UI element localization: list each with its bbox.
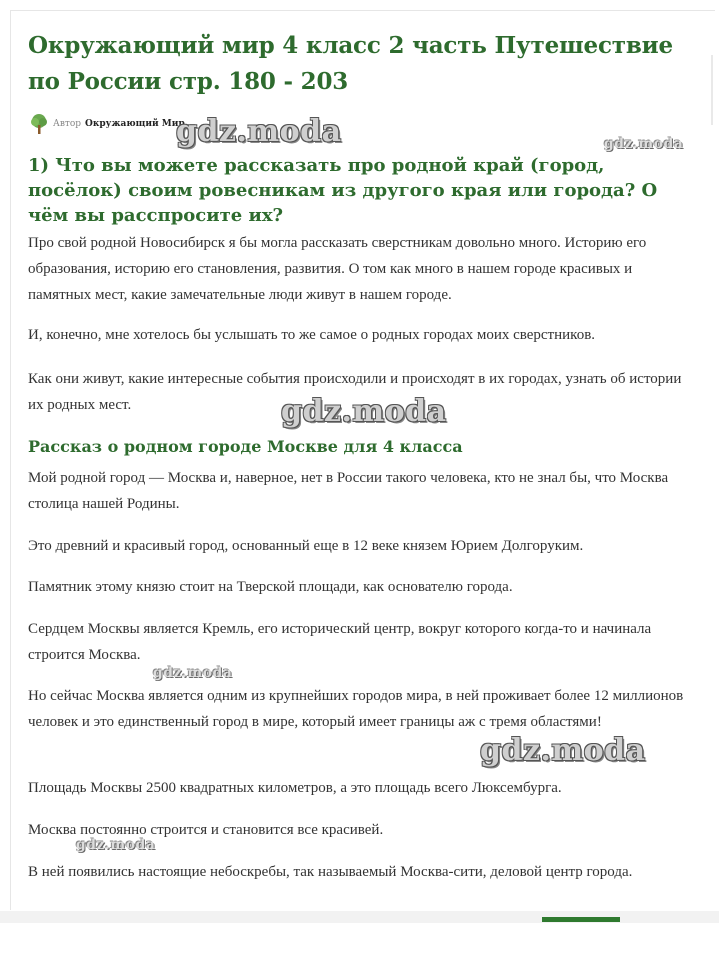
watermark: gdz.moda [176,114,342,149]
watermark: gdz.moda [153,665,233,681]
sidebar-edge [711,55,713,125]
question-paragraph-3: Как они живут, какие интересные события происходили и происходят в их городах, узнать об истории их родных мест. [28,371,682,413]
watermark: gdz.moda [76,837,156,853]
section-paragraph-6: Площадь Москвы 2500 квадратных километров, а это площадь всего Люксембурга. [28,780,562,796]
question-paragraph-1: Про свой родной Новосибирск я бы могла рассказать сверстникам довольно много. Историю его образования, историю его становления, развития. О том как много в нашем городе красивых и памятных мест, какие замечательные люди живут в нашем городе. [28,235,647,303]
section-title: Рассказ о родном городе Москве для 4 класса [28,437,463,456]
tree-icon [29,113,49,135]
section-paragraph-2: Это древний и красивый город, основанный еще в 12 веке князем Юрием Долгоруким. [28,538,584,554]
section-paragraph-5: Но сейчас Москва является одним из крупнейших городов мира, в ней проживает более 12 миллионов человек и это единственный город в мире, который имеет границы аж с тремя областями! [28,688,684,730]
author-label: Автор [53,119,82,129]
question-paragraph-2: И, конечно, мне хотелось бы услышать то же самое о родных городах моих сверстников. [28,327,596,343]
article-title: Окружающий мир 4 класс 2 часть Путешествие по России стр. 180 - 203 [28,32,673,95]
footer-accent-bar [542,917,620,922]
section-paragraph-4: Сердцем Москвы является Кремль, его исторический центр, вокруг которого когда-то и начинала строится Москва. [28,621,652,663]
author-line [29,113,185,135]
watermark: gdz.moda [480,733,646,768]
section-paragraph-8: В ней появились настоящие небоскребы, так называемый Москва-сити, деловой центр города. [28,864,633,880]
section-paragraph-1: Мой родной город — Москва и, наверное, нет в России такого человека, кто не знал бы, что Москва столица нашей Родины. [28,470,669,512]
question-title: 1) Что вы можете рассказать про родной край (город, посёлок) своим ровесникам из другого края или города? О чём вы расспросите их? [28,155,658,226]
watermark: gdz.moda [604,136,684,152]
section-paragraph-7: Москва постоянно строится и становится все красивей. [28,822,384,838]
author-name[interactable]: Окружающий Мир [85,119,185,129]
section-paragraph-3: Памятник этому князю стоит на Тверской площади, как основателю города. [28,579,513,595]
watermark: gdz.moda [281,394,447,429]
